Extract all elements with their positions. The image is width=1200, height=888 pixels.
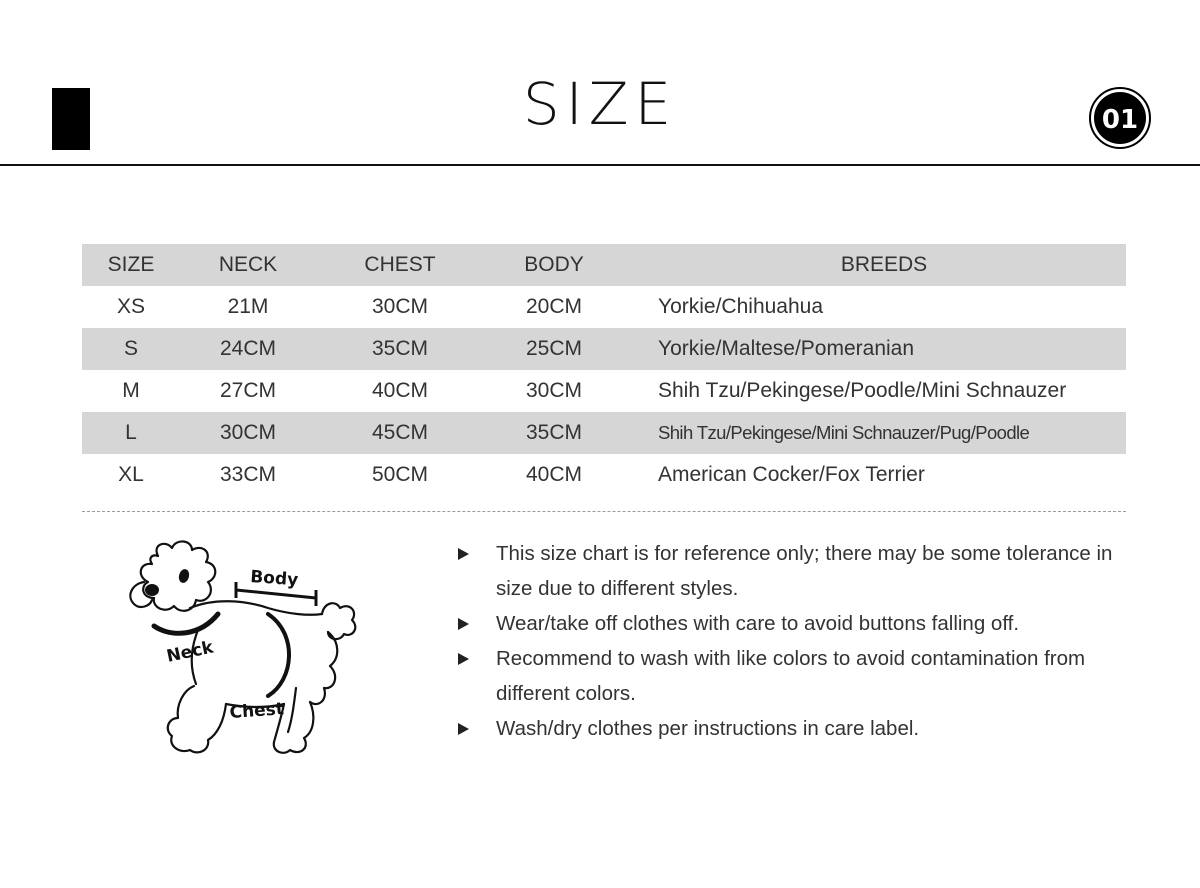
table-divider bbox=[82, 511, 1126, 512]
body-label: Body bbox=[249, 567, 299, 591]
table-row bbox=[82, 286, 1126, 328]
list-item bbox=[456, 536, 1136, 606]
column-header-breeds: BREEDS bbox=[840, 253, 928, 276]
chest-label: Chest bbox=[228, 699, 285, 723]
size-cell: M bbox=[122, 379, 140, 402]
neck-cell: 27CM bbox=[219, 379, 277, 402]
column-header-body: BODY bbox=[524, 253, 584, 276]
body-cell: 20CM bbox=[525, 295, 583, 318]
table-row bbox=[82, 454, 1126, 496]
neck-cell: 33CM bbox=[219, 463, 277, 486]
body-cell: 25CM bbox=[525, 337, 583, 360]
list-item bbox=[456, 641, 1136, 711]
table-row bbox=[82, 370, 1126, 412]
note-text: Wash/dry clothes per instructions in care label. bbox=[496, 717, 920, 740]
breeds-cell: Yorkie/Chihuahua bbox=[658, 295, 824, 318]
play-triangle-icon bbox=[458, 653, 469, 665]
chest-cell: 30CM bbox=[371, 295, 429, 318]
note-text: Wear/take off clothes with care to avoid buttons falling off. bbox=[496, 612, 1020, 635]
play-triangle-icon bbox=[458, 723, 469, 735]
column-header-chest: CHEST bbox=[364, 253, 436, 276]
page-title: SIZE bbox=[522, 70, 678, 138]
chest-cell: 40CM bbox=[371, 379, 429, 402]
page-number-text: 01 bbox=[1101, 105, 1139, 135]
column-header-size: SIZE bbox=[107, 253, 155, 276]
chest-cell: 35CM bbox=[371, 337, 429, 360]
table-row bbox=[82, 412, 1126, 454]
body-cell: 35CM bbox=[525, 421, 583, 444]
neck-cell: 30CM bbox=[219, 421, 277, 444]
dog-measurement-icon bbox=[118, 538, 378, 762]
play-triangle-icon bbox=[458, 548, 469, 560]
neck-cell: 24CM bbox=[219, 337, 277, 360]
size-chart-table bbox=[82, 244, 1126, 496]
note-text: Recommend to wash with like colors to avoid contamination from different colors. bbox=[496, 647, 1086, 705]
chest-cell: 50CM bbox=[371, 463, 429, 486]
table-row bbox=[82, 328, 1126, 370]
neck-cell: 21M bbox=[227, 295, 269, 318]
play-triangle-icon bbox=[458, 618, 469, 630]
column-header-neck: NECK bbox=[218, 253, 278, 276]
body-cell: 30CM bbox=[525, 379, 583, 402]
breeds-cell: Shih Tzu/Pekingese/Poodle/Mini Schnauzer bbox=[658, 379, 1067, 402]
list-item bbox=[456, 606, 1136, 641]
neck-label: Neck bbox=[164, 637, 216, 667]
body-cell: 40CM bbox=[525, 463, 583, 486]
size-cell: S bbox=[123, 337, 138, 360]
size-cell: XL bbox=[118, 463, 144, 486]
care-notes-list bbox=[456, 536, 1136, 746]
breeds-cell: American Cocker/Fox Terrier bbox=[658, 463, 925, 486]
size-cell: L bbox=[125, 421, 137, 444]
header-rule bbox=[0, 164, 1200, 166]
table-header-row bbox=[82, 244, 1126, 286]
page-number-badge bbox=[1088, 86, 1152, 150]
breeds-cell: Yorkie/Maltese/Pomeranian bbox=[658, 337, 915, 360]
list-item bbox=[456, 711, 1136, 746]
breeds-cell: Shih Tzu/Pekingese/Mini Schnauzer/Pug/Poodle bbox=[658, 422, 1030, 443]
chest-cell: 45CM bbox=[371, 421, 429, 444]
note-text: This size chart is for reference only; there may be some tolerance in size due to different styles. bbox=[496, 542, 1113, 600]
size-cell: XS bbox=[116, 295, 145, 318]
